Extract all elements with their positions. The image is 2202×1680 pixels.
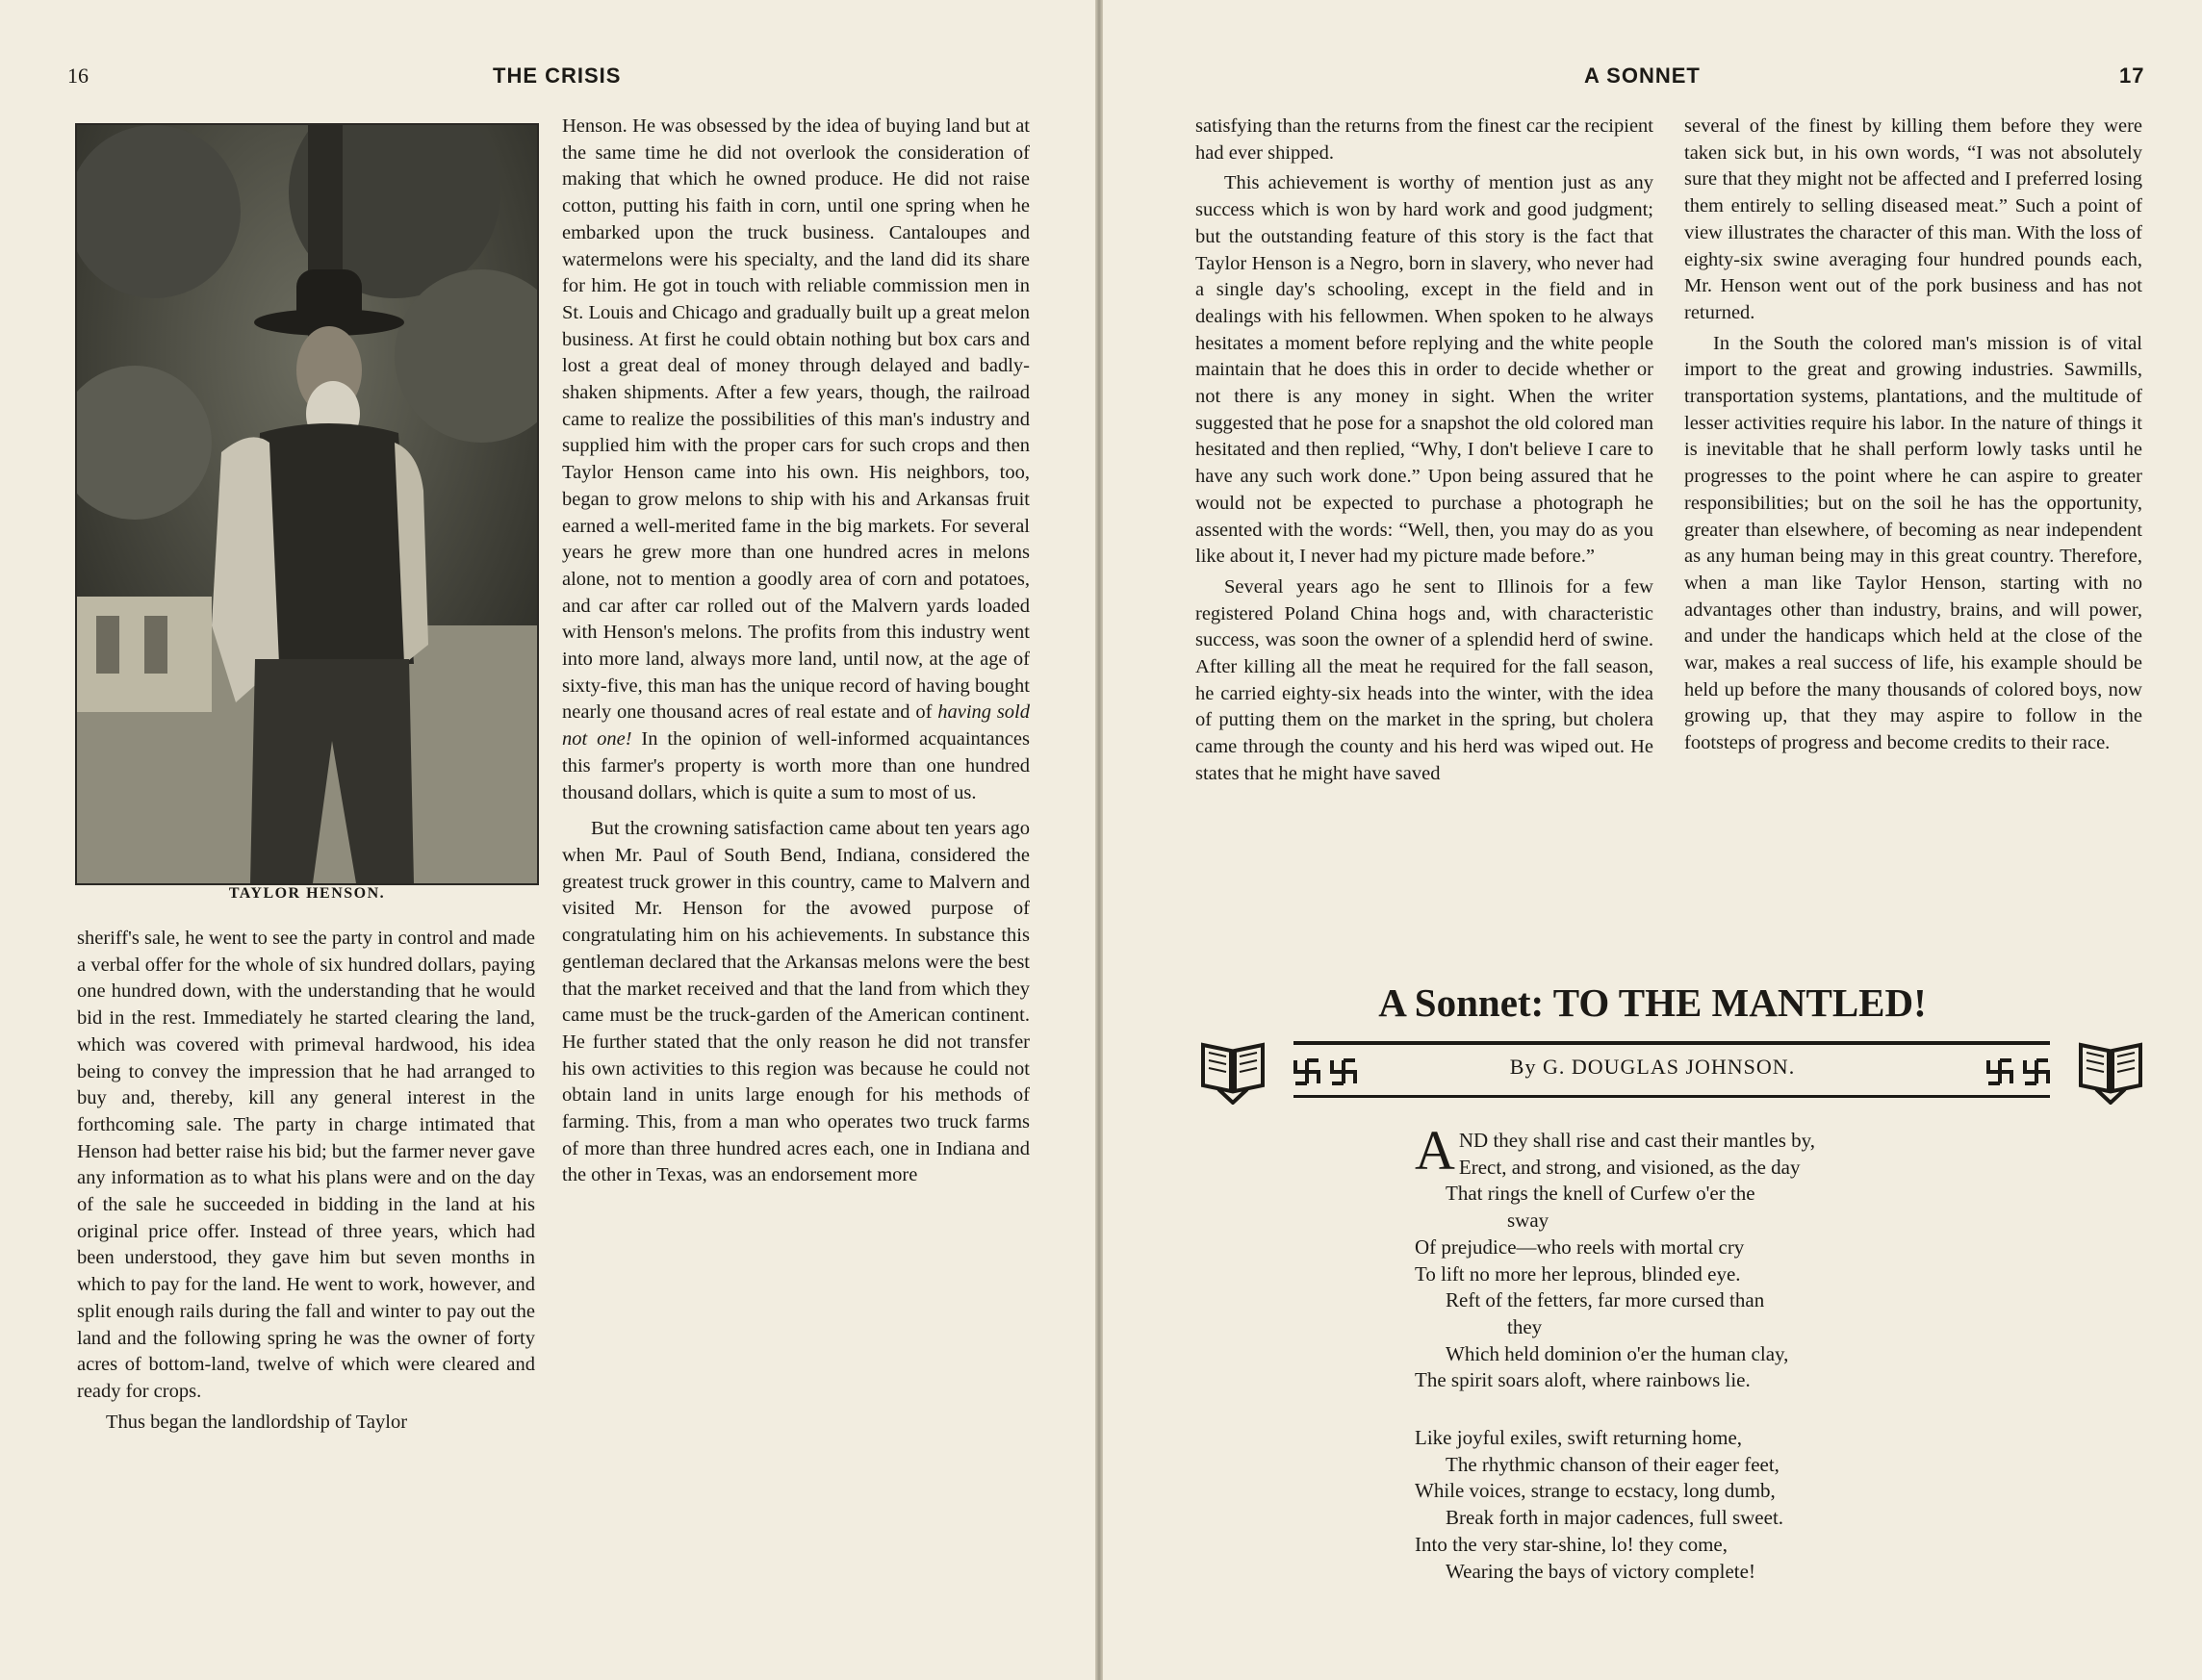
left-column-2 — [562, 114, 1030, 1189]
paragraph: But the crowning satisfaction came about ten years ago when Mr. Paul of South Bend, Indiana, considered the greatest truck grower in this country, came to Malvern and visited Mr. Henson for the avowed purpose of congratulating him on his achievements. In substance this gentleman declared that the Arkansas melons were the best that the market received and that the land from which they came must be the truck-garden of the American continent. He further stated that the only reason he did not transfer his own activities to this region was because he could not obtain land in units large enough for his methods of farming. This, from a man who operates two truck farms of more than three hundred acres each, one in Indiana and the other in Texas, was an endorsement more — [562, 818, 1030, 1186]
stanza-2 — [1415, 1425, 1788, 1585]
running-head-left: THE CRISIS — [493, 64, 622, 88]
poem-line — [1415, 1208, 1788, 1235]
poem-line-text: Like joyful exiles, swift returning home, — [1415, 1426, 1743, 1450]
paragraph: In the South the colored man's mission is of vital import to the great and growing industries. Sawmills, transportation systems, plantations, and the multitude of lesser activities require his labor. In the nature of things it is inevitable that he shall perform lowly tasks until he progresses to the point where he can aspire to greater responsibilities; but on the soil he has the opportunity, greater than elsewhere, of becoming as near independent as any human being may in this great country. Therefore, when a man like Taylor Henson, starting with no advantages other than industry, brains, and will power, and under the handicaps which held at the close of the war, makes a real success of life, his example should be held up before the many thousands of colored boys, now growing up, that they may aspire to follow in the footsteps of progress and become credits to their race. — [1684, 332, 2142, 754]
binding-gutter — [1095, 0, 1103, 1680]
poem-line — [1415, 1425, 1788, 1452]
paragraph: Thus began the landlordship of Taylor — [106, 1411, 408, 1433]
page-number-left: 16 — [67, 64, 89, 88]
page-number-right: 17 — [2119, 64, 2145, 88]
stanza-1 — [1415, 1119, 1816, 1394]
poem-line — [1415, 1155, 1801, 1182]
poem-line-text: The spirit soars aloft, where rainbows lie. — [1415, 1368, 1751, 1392]
paragraph-text: In the opinion of well-informed acquaintances this farmer's property is worth more than one hundred thousand dollars, which is quite a sum to most of us. — [562, 728, 1030, 803]
poem-line — [1415, 1367, 1788, 1394]
paragraph: several of the finest by killing them before they were taken sick but, in his own words, “I was not absolutely sure that they might not be affected and I preferred losing them entirely to selling diseased meat.” Such a point of view illustrates the character of this man. With the loss of eighty-six swine averaging four hundred pounds each, Mr. Henson went out of the pork business and has not returned. — [1684, 115, 2142, 323]
poem-line-text: Break forth in major cadences, full sweet. — [1446, 1506, 1784, 1530]
poem-line-text: Erect, and strong, and visioned, as the day — [1458, 1155, 1801, 1179]
poem-line — [1415, 1532, 1788, 1559]
top-rule — [1293, 1041, 2050, 1045]
poem-line-text: ND they shall rise and cast their mantles by, — [1458, 1129, 1816, 1152]
left-page — [0, 0, 1095, 1680]
poem-line-text: they — [1507, 1314, 1543, 1338]
poem-line — [1415, 1287, 1788, 1314]
paragraph: Several years ago he sent to Illinois for a few registered Poland China hogs and, with characteristic success, was soon the owner of a splendid herd of swine. After killing all the meat he required for the fall season, he carried eighty-six heads into the winter, with the idea of putting them on the market in the spring, but cholera came through the county and his herd was wiped out. He states that he might have saved — [1195, 575, 1653, 784]
sonnet-byline: By G. DOUGLAS JOHNSON. — [1509, 1055, 1796, 1079]
poem-line — [1415, 1452, 1788, 1479]
poem-line — [1415, 1181, 1788, 1208]
paragraph — [562, 114, 1030, 806]
poem-line-text: Into the very star-shine, lo! they come, — [1415, 1532, 1728, 1556]
poem-line — [1415, 1128, 1816, 1155]
poem-line — [1415, 1314, 1788, 1341]
stanza-gap — [1415, 1394, 1788, 1425]
sonnet-title: A Sonnet: TO THE MANTLED! — [1378, 980, 1927, 1025]
poem-line-text: That rings the knell of Curfew o'er the — [1446, 1182, 1755, 1206]
poem-line — [1415, 1478, 1788, 1505]
poem-line-text: Which held dominion o'er the human clay, — [1446, 1341, 1789, 1365]
poem-line-text: To lift no more her leprous, blinded eye. — [1415, 1261, 1741, 1285]
poem-line — [1415, 1261, 1788, 1288]
poem-line-text: Reft of the fetters, far more cursed than — [1446, 1288, 1765, 1312]
photo-illustration — [77, 125, 537, 883]
emphasis-text: having sold not one! — [562, 701, 1030, 751]
right-column-1 — [1195, 114, 1653, 788]
left-column-1 — [77, 926, 535, 1436]
taylor-henson-photo — [75, 123, 539, 885]
poem-line — [1415, 1505, 1788, 1532]
poem-line — [1415, 1235, 1788, 1261]
poem-line-text: While voices, strange to ecstacy, long dumb, — [1415, 1479, 1776, 1503]
poem-line — [1415, 1341, 1788, 1368]
right-column-2 — [1684, 114, 2142, 757]
paragraph: satisfying than the returns from the finest car the recipient had ever shipped. — [1195, 115, 1653, 164]
sonnet-poem — [1415, 1119, 1816, 1585]
paragraph: sheriff's sale, he went to see the party in control and made a verbal offer for the whole of six hundred dollars, paying one hundred down, with the understanding that he would bid in the rest. Immediately he started clearing the land, which was covered with primeval hardwood, his idea being to convey the impression that he had arranged to buy and, thereby, kill any general interest in the forthcoming sale. The party in charge intimated that Henson had better raise his bid; but the farmer never gave any information as to what his plans were and on the day of the sale he succeeded in bidding in the land at his original price offer. Instead of three years, which had been understood, they gave him but seven months in which to pay for the land. He went to work, however, and split enough rails during the fall and winter to pay out the land and the following spring he was the owner of forty acres of bottom-land, twelve of which were cleared and ready for crops. — [77, 928, 535, 1402]
poem-line-text: sway — [1507, 1209, 1549, 1233]
poem-line-text: Of prejudice—who reels with mortal cry — [1415, 1235, 1745, 1259]
poem-line-text: The rhythmic chanson of their eager feet, — [1446, 1452, 1780, 1476]
paragraph: This achievement is worthy of mention just as any success which is won by hard work and good judgment; but the outstanding feature of this story is the fact that Taylor Henson is a Negro, born in slavery, who never had a single day's schooling, except in the field and in dealings with his fellowmen. When spoken to he always hesitates a moment before replying and the white people maintain that he does this in order to decide whether or not there is any money in sight. When the writer suggested that he pose for a snapshot the old colored man hesitated and then replied, “Why, I don't believe I care to have any such work done.” Upon being assured that he would not be expected to purchase a photograph he assented with the words: “Well, then, you may do as you like about it, I never had my picture made before.” — [1195, 172, 1653, 568]
photo-caption: TAYLOR HENSON. — [228, 885, 386, 902]
drop-cap: A — [1415, 1119, 1455, 1182]
poem-line-text: Wearing the bays of victory complete! — [1446, 1559, 1755, 1583]
paragraph-text: Henson. He was obsessed by the idea of buying land but at the same time he did not overlook the consideration of making that which he owned produce. He did not raise cotton, putting his faith in corn, until one spring when he embarked upon the truck business. Cantaloupes and watermelons were his specialty, and the land did its share for him. He got in touch with reliable commission men in St. Louis and Chicago and gradually built up a great melon business. At first he could obtain nothing but box cars and lost a great deal of money through delayed and badly-shaken shipments. After a few years, though, the railroad came to realize the possibilities of this man's industry and supplied him with the proper cars for such crops and then Taylor Henson came into his own. His neighbors, too, began to grow melons to ship with his and Arkansas fruit earned a well-merited fame in the big markets. For several years he grew more than one hundred acres in melons alone, not to mention a goodly area of corn and potatoes, and car after car rolled out of the Malvern yards loaded with Henson's melons. The profits from this industry went into more land, always more land, until now, at the age of sixty-five, this man has the unique record of having bought nearly one thousand acres of real estate and of — [562, 115, 1030, 724]
poem-line — [1415, 1559, 1788, 1586]
bottom-rule — [1293, 1095, 2050, 1098]
running-head-right: A SONNET — [1584, 64, 1701, 88]
